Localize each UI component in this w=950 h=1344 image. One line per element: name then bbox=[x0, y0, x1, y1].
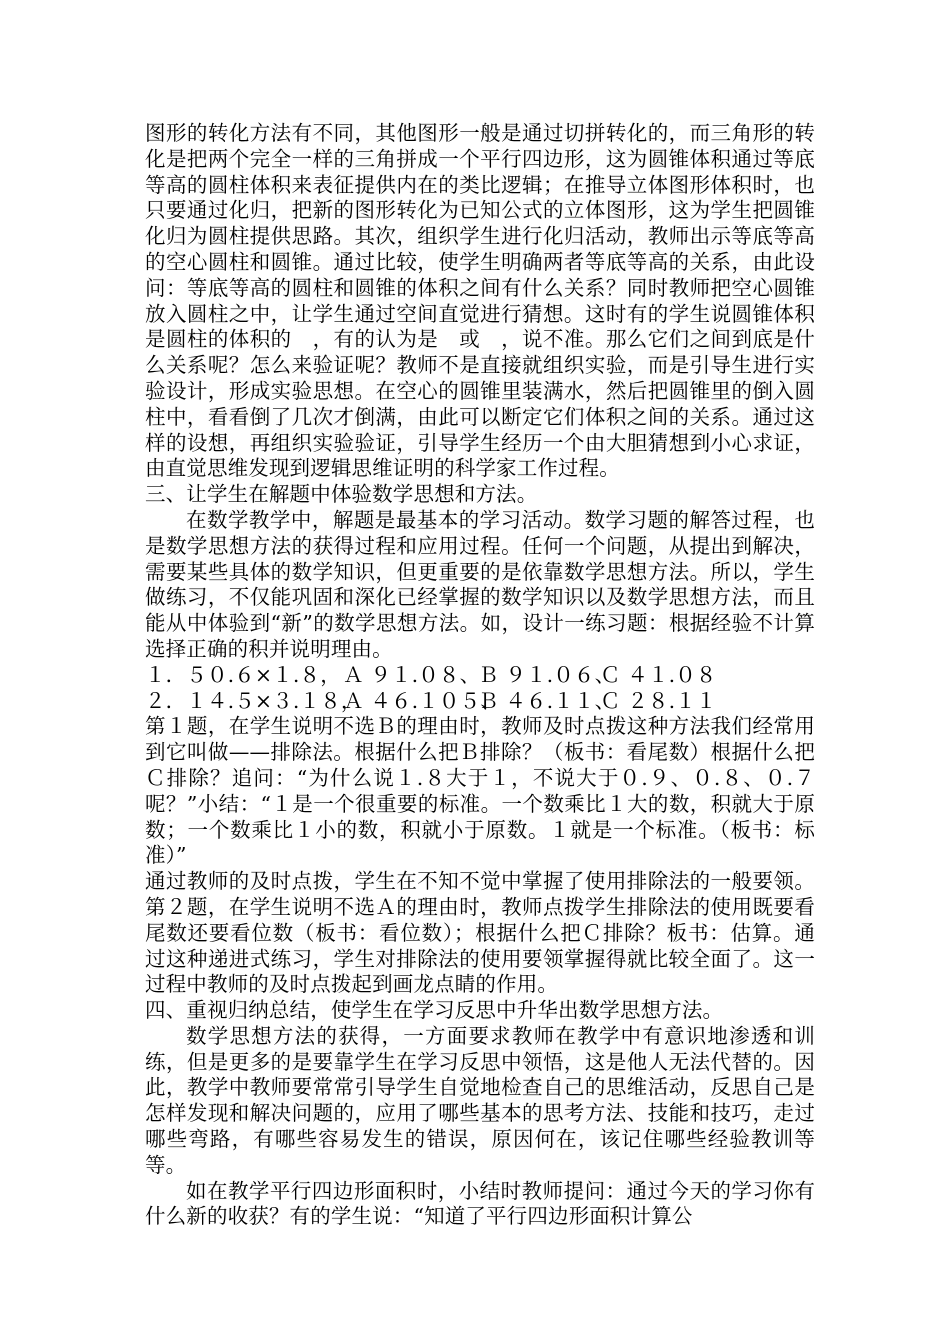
paragraph-problem-solving: 在数学教学中，解题是最基本的学习活动。数学习题的解答过程，也是数学思想方法的获得过程和应用过程。任何一个问题，从提出到解决，需要某些具体的数学知识，但更重要的是依靠数学思想方法。所以，学生做练习，不仅能巩固和深化已经掌握的数学知识以及数学思想方法，而且能从中体验到“新”的数学思想方法。如，设计一练习题：根据经验不计算选择正确的积并说明理由。 bbox=[145, 507, 815, 661]
exercise-row-1 bbox=[145, 663, 815, 689]
paragraph-parallelogram-example: 如在教学平行四边形面积时，小结时教师提问：通过今天的学习你有什么新的收获？有的学生说：“知道了平行四边形面积计算公 bbox=[145, 1178, 815, 1229]
option-b: Ｂ ９１.０６、 bbox=[478, 662, 616, 687]
document-page bbox=[145, 121, 815, 1230]
section-heading-3: 三、让学生在解题中体验数学思想和方法。 bbox=[145, 482, 538, 507]
option-c: Ｃ ４１.０８ bbox=[600, 662, 717, 687]
paragraph-exclusion-method: 第１题，在学生说明不选Ｂ的理由时，教师及时点拨这种方法我们经常用到它叫做——排除法。根据什么把Ｂ排除？（板书：看尾数）根据什么把Ｃ排除？追问：“为什么说１.８大于１，不说大于０.９、０.８、０.７呢？”小结：“１是一个很重要的标准。一个数乘比１大的数，积就大于原数；一个数乘比１小的数，积就小于原数。１就是一个标准。（板书：标准）” bbox=[145, 714, 815, 868]
option-a: Ａ ４６.１０５、 bbox=[343, 688, 501, 713]
option-c: Ｃ ２８.１１ bbox=[600, 688, 717, 713]
option-b: Ｂ ４６.１１、 bbox=[478, 688, 616, 713]
paragraph-cone-volume: 图形的转化方法有不同，其他图形一般是通过切拼转化的，而三角形的转化是把两个完全一样的三角拼成一个平行四边形，这为圆锥体积通过等底等高的圆柱体积来表征提供内在的类比逻辑；在推导立体图形体积时，也只要通过化归，把新的图形转化为已知公式的立体图形，这为学生把圆锥化归为圆柱提供思路。其次，组织学生进行化归活动，教师出示等底等高的空心圆柱和圆锥。通过比较，使学生明确两者等底等高的关系，由此设问：等底等高的圆柱和圆锥的体积之间有什么关系？同时教师把空心圆锥放入圆柱之中，让学生通过空间直觉进行猜想。这时有的学生说圆锥体积是圆柱的体积的 ，有的认为是 或 ，说不准。那么它们之间到底是什么关系呢？怎么来验证呢？教师不是直接就组织实验，而是引导生进行实验设计，形成实验思想。在空心的圆锥里装满水，然后把圆锥里的倒入圆柱中，看看倒了几次才倒满，由此可以断定它们体积之间的关系。通过这样的设想，再组织实验验证，引导学生经历一个由大胆猜想到小心求证，由直觉思维发现到逻辑思维证明的科学家工作过程。 bbox=[145, 121, 815, 481]
paragraph-teacher-guidance: 通过教师的及时点拨，学生在不知不觉中掌握了使用排除法的一般要领。第２题，在学生说明不选Ａ的理由时，教师点拨学生排除法的使用既要看尾数还要看位数（板书：看位数）；根据什么把Ｃ排除？板书：估算。通过这种递进式练习，学生对排除法的使用要领掌握得就比较全面了。这一过程中教师的及时点拨起到画龙点睛的作用。 bbox=[145, 869, 815, 997]
exercise-question: １．５０.６×１.８， bbox=[145, 662, 341, 687]
option-a: Ａ ９１.０８、 bbox=[343, 662, 481, 687]
section-heading-4: 四、重视归纳总结，使学生在学习反思中升华出数学思想方法。 bbox=[145, 998, 724, 1023]
paragraph-reflection: 数学思想方法的获得，一方面要求教师在教学中有意识地渗透和训练，但是更多的是要靠学生在学习反思中领悟，这是他人无法代替的。因此，教学中教师要常常引导学生自觉地检查自己的思维活动，反思自己是怎样发现和解决问题的，应用了哪些基本的思考方法、技能和技巧，走过哪些弯路，有哪些容易发生的错误，原因何在，该记住哪些经验教训等等。 bbox=[145, 1023, 815, 1177]
exercise-row-2 bbox=[145, 689, 815, 715]
exercise-question: ２．１４.５×３.１８， bbox=[145, 688, 362, 713]
